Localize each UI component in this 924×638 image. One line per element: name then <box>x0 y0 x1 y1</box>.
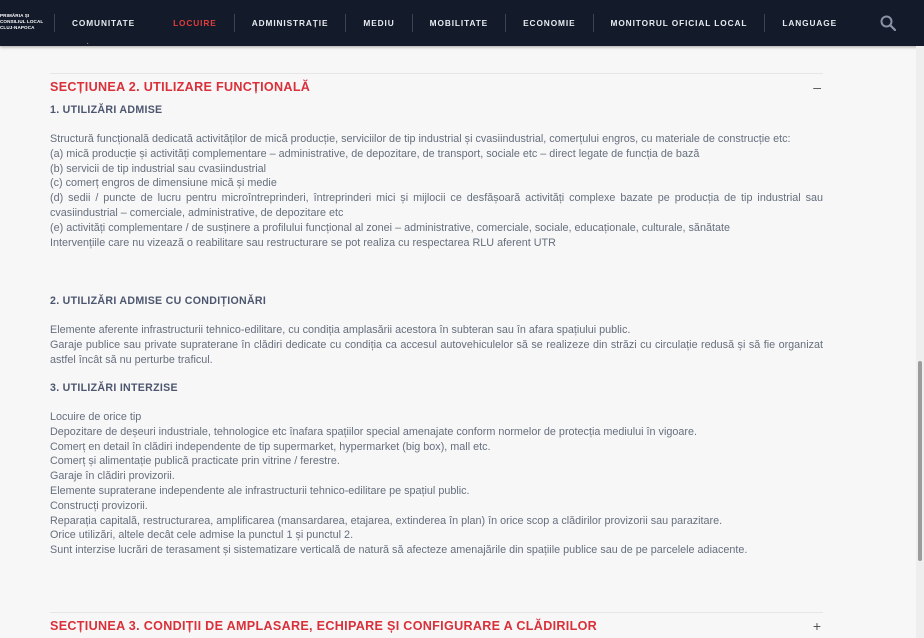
search-icon[interactable] <box>880 15 896 31</box>
nav-item-locuire[interactable]: LOCUIRE <box>173 18 217 28</box>
paragraph: Intervențiile care nu vizează o reabilitare sau restructurare se pot realiza cu respectarea RLU aferent UTR <box>50 236 556 249</box>
paragraph: (e) activități complementare / de susținere a profilului funcțional al zonei – administrative, comerciale, sociale, educaționale, culturale, sănătate <box>50 221 730 234</box>
paragraph: Reparația capitală, restructurarea, amplificarea (mansardarea, etajarea, extinderea în plan) în orice scop a clădirilor provizorii sau parazitare. <box>50 514 723 527</box>
paragraph: (c) comerț engros de dimensiune mică și medie <box>50 177 277 190</box>
page-content <box>50 38 823 638</box>
nav-item-economie[interactable]: ECONOMIE <box>523 18 576 28</box>
utilizari-admise-text <box>50 132 823 250</box>
paragraph: Elemente aferente infrastructurii tehnico-edilitare, cu condiția amplasării acestora în subteran sau în afara spațiului public. <box>50 324 631 336</box>
menu-divider <box>234 14 235 32</box>
top-navbar <box>0 0 924 46</box>
nav-item-comunitate[interactable]: COMUNITATE <box>72 18 136 28</box>
menu-divider <box>505 14 506 32</box>
paragraph: Locuire de orice tip <box>50 411 142 423</box>
paragraph: Structură funcțională dedicată activităților de mică producție, serviciilor de tip industrial și cvasiindustrial, comerțului engros, cu materiale de construcție etc: <box>50 133 791 145</box>
nav-item-mediu[interactable]: MEDIU <box>363 18 395 28</box>
menu-divider <box>54 14 55 32</box>
page-scrollbar[interactable] <box>916 46 924 638</box>
accordion-header-section-2[interactable] <box>50 80 823 98</box>
utilizari-conditionate-text <box>50 323 823 367</box>
paragraph: Comerț și alimentație publică practicate prin vitrine / ferestre. <box>50 455 340 468</box>
utilizari-interzise-text <box>50 410 823 558</box>
subheading-utilizari-interzise: 3. UTILIZĂRI INTERZISE <box>50 382 178 394</box>
paragraph: Orice utilizări, altele decât cele admise la punctul 1 și punctul 2. <box>50 529 354 542</box>
logo-line: CLUJ-NAPOCA <box>0 24 35 30</box>
logo-line: PRIMĂRIA ȘI <box>0 13 30 18</box>
nav-item-administratie[interactable]: ADMINISTRAȚIE <box>251 18 329 28</box>
nav-item-mobilitate[interactable]: MOBILITATE <box>429 18 489 28</box>
subheading-utilizari-admise: 1. UTILIZĂRI ADMISE <box>50 104 163 116</box>
section-2-title: SECȚIUNEA 2. UTILIZARE FUNCȚIONALĂ <box>50 80 311 94</box>
main-menu <box>54 0 837 46</box>
previous-section-tail-dot: · <box>86 38 90 49</box>
expand-icon[interactable]: + <box>812 618 821 634</box>
paragraph: (b) servicii de tip industrial sau cvasiindustrial <box>50 162 267 175</box>
accordion-header-section-3[interactable] <box>50 619 823 637</box>
paragraph: Sunt interzise lucrări de terasament și sistematizare verticală de natură să afecteze amenajările din spațiile publice sau de pe parcelele adiacente. <box>50 544 748 557</box>
paragraph: Comerț en detail în clădiri independente de tip supermarket, hypermarket (big box), mall etc. <box>50 440 491 453</box>
collapse-icon[interactable]: – <box>813 79 821 95</box>
menu-divider <box>593 14 594 32</box>
menu-divider <box>345 14 346 32</box>
paragraph: Depozitare de deșeuri industriale, tehnologice etc înafara spațiilor special amenajate conform normelor de protecția mediului în vigoare. <box>50 425 697 438</box>
section-divider <box>50 73 823 74</box>
paragraph: Construcți provizorii. <box>50 499 148 512</box>
paragraph: Garaje în clădiri provizorii. <box>50 470 175 483</box>
menu-divider <box>412 14 413 32</box>
site-logo[interactable] <box>0 13 50 30</box>
logo-line: CONSILIUL LOCAL <box>0 18 44 24</box>
subheading-utilizari-admise-cu-conditionari: 2. UTILIZĂRI ADMISE CU CONDIȚIONĂRI <box>50 295 267 307</box>
section-3-title: SECȚIUNEA 3. CONDIȚII DE AMPLASARE, ECHIPARE ȘI CONFIGURARE A CLĂDIRILOR <box>50 619 598 633</box>
paragraph: (d) sedii / puncte de lucru pentru microîntreprinderi, întreprinderi mici și mijlocii ce desfășoară activități complexe bazate pe producția de tip industrial sau cvasiindustrial – comerciale, administrative, de depozitare etc <box>50 192 823 219</box>
paragraph: Garaje publice sau private supraterane în clădiri dedicate cu condiția ca accesul autovehiculelor să se realizeze din străzi cu circulație redusă și să fie organizat astfel încât să nu perturbe traficul. <box>50 338 823 366</box>
nav-item-language[interactable]: LANGUAGE <box>782 18 838 28</box>
paragraph: Elemente supraterane independente ale infrastructurii tehnico-edilitare pe spațiul public. <box>50 484 470 497</box>
nav-item-monitorul-oficial-local[interactable]: MONITORUL OFICIAL LOCAL <box>610 18 748 28</box>
section-divider <box>50 612 823 613</box>
paragraph: (a) mică producție și activități complementare – administrative, de depozitare, de transport, sociale etc – direct legate de funcția de bază <box>50 147 700 160</box>
scrollbar-thumb[interactable] <box>918 361 922 561</box>
menu-divider <box>764 14 765 32</box>
